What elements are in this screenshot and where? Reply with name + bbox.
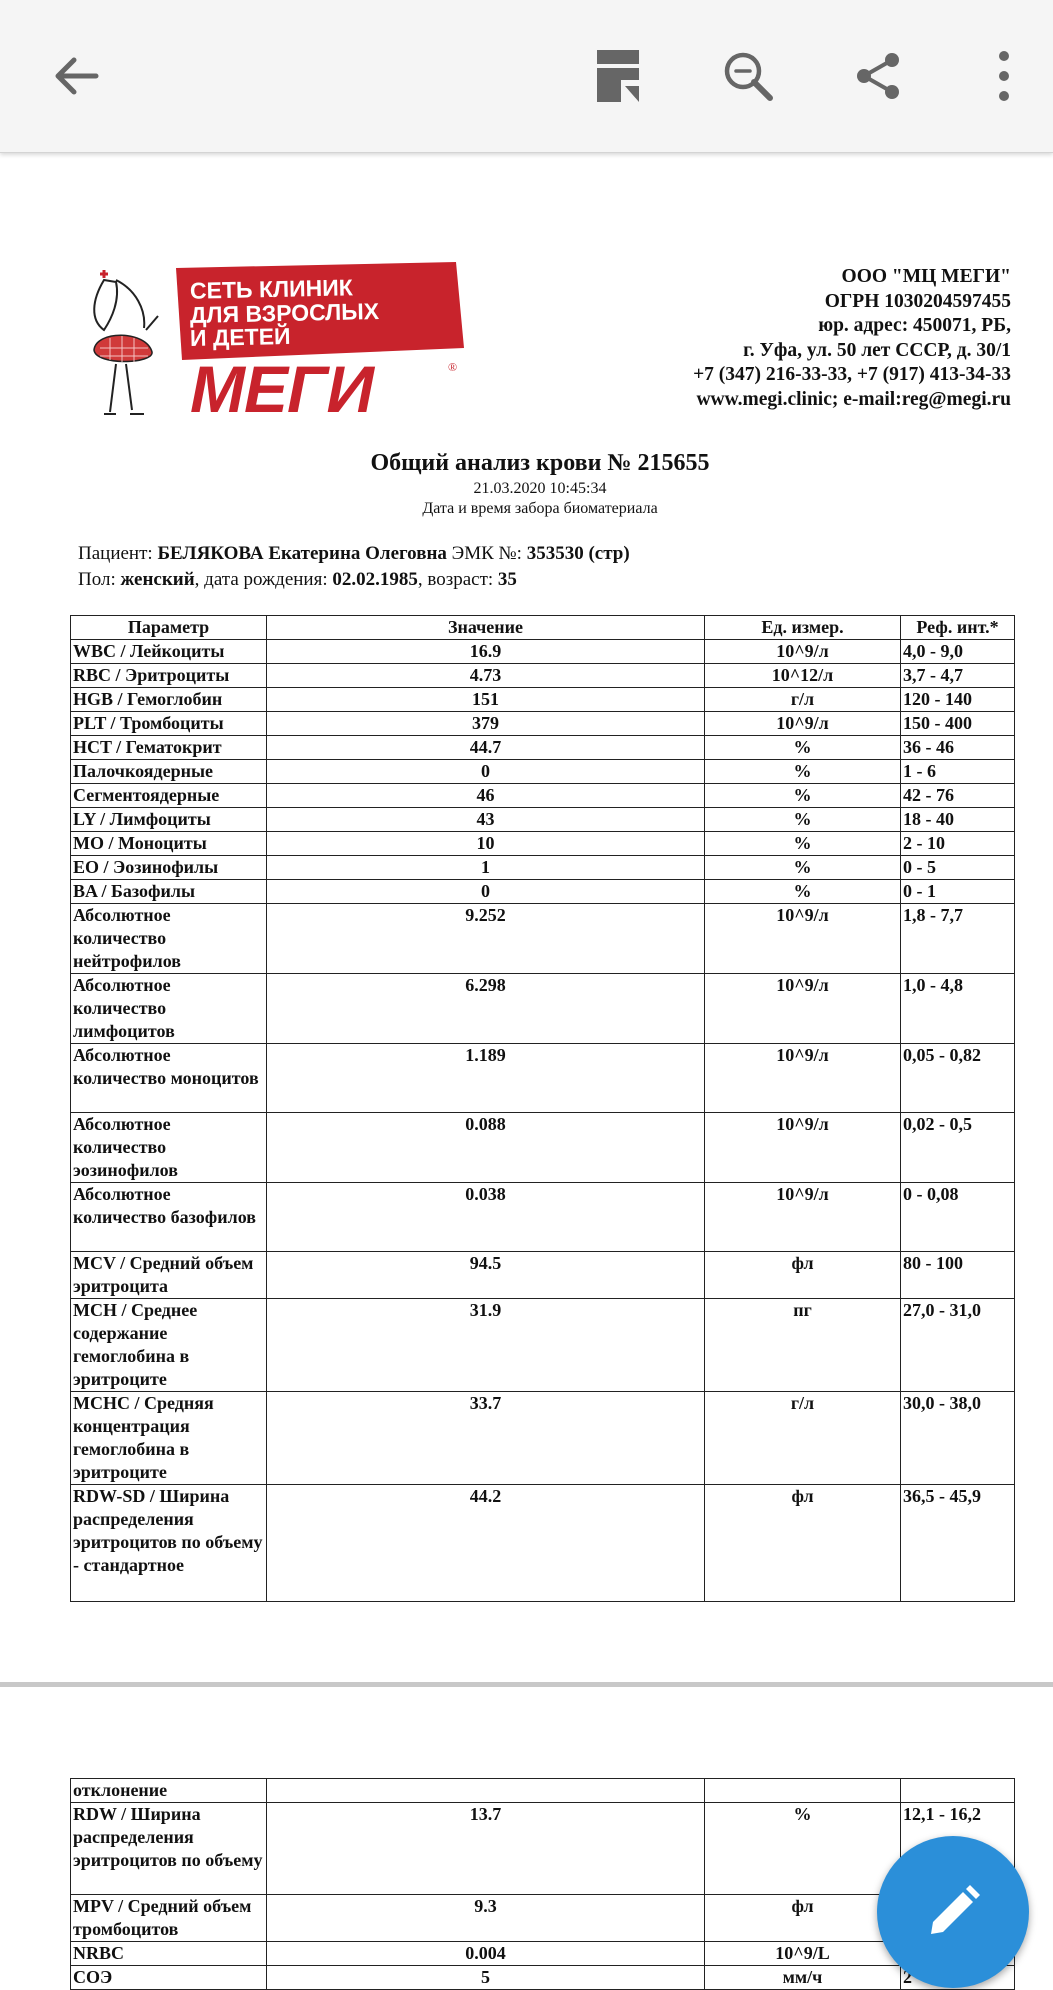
unit-cell: 10^9/л [705,640,901,664]
ref-cell: 150 - 400 [901,712,1015,736]
sampling-datetime-caption: Дата и время забора биоматериала [422,500,658,517]
table-row [71,1803,1015,1895]
param-cell: Абсолютное количество эозинофилов [71,1113,267,1183]
param-cell: Сегментоядерные [71,784,267,808]
share-icon [850,48,906,104]
value-cell: 13.7 [267,1803,705,1895]
arrow-left-icon [48,48,104,104]
value-cell: 6.298 [267,974,705,1044]
ref-cell: 42 - 76 [901,784,1015,808]
table-row [71,1252,1015,1299]
table-row [71,1779,1015,1803]
value-cell: 4.73 [267,664,705,688]
org-address-1: юр. адрес: 450071, РБ, [818,315,1011,336]
zoom-search-icon [720,48,776,104]
value-cell: 9.3 [267,1895,705,1942]
table-row [71,832,1015,856]
unit-cell: 10^9/л [705,904,901,974]
table-row [71,808,1015,832]
table-row [71,880,1015,904]
ref-cell: 120 - 140 [901,688,1015,712]
org-phones: +7 (347) 216-33-33, +7 (917) 413-34-33 [693,364,1011,385]
unit-cell: % [705,832,901,856]
param-cell: отклонение [71,1779,267,1803]
param-cell: Абсолютное количество моноцитов [71,1044,267,1113]
unit-cell: г/л [705,1392,901,1485]
table-row [71,974,1015,1044]
sex-label: Пол: [78,569,116,590]
share-button[interactable] [842,40,914,112]
param-cell: MCH / Среднее содержание гемоглобина в эритроците [71,1299,267,1392]
page-layout-button[interactable] [582,40,654,112]
unit-cell: 10^9/л [705,974,901,1044]
value-cell [267,1779,705,1803]
patient-name: БЕЛЯКОВА Екатерина Олеговна [157,543,447,564]
unit-cell: % [705,1803,901,1895]
unit-cell: 10^12/л [705,664,901,688]
param-cell: HCT / Гематокрит [71,736,267,760]
ref-cell: 1 - 6 [901,760,1015,784]
param-cell: Палочкоядерные [71,760,267,784]
document-page-1 [0,160,1053,1682]
page-layout-icon [593,46,643,106]
emk-label: ЭМК №: [451,543,522,564]
app-toolbar [0,0,1053,153]
unit-cell: % [705,760,901,784]
dob-value: 02.02.1985 [332,569,418,590]
value-cell: 1.189 [267,1044,705,1113]
ref-cell: 36,5 - 45,9 [901,1485,1015,1602]
results-table-continued [70,1778,1015,1990]
param-cell: Абсолютное количество нейтрофилов [71,904,267,974]
org-web: www.megi.clinic; e-mail:reg@megi.ru [696,388,1011,410]
logo-tagline-2: ДЛЯ ВЗРОСЛЫХ [189,298,380,328]
document-title: Общий анализ крови № 215655 [370,450,710,476]
table-row [71,856,1015,880]
ref-cell [901,1779,1015,1803]
table-row [71,1895,1015,1942]
unit-cell [705,1779,901,1803]
unit-cell: мм/ч [705,1966,901,1990]
ref-cell: 18 - 40 [901,808,1015,832]
ref-cell: 80 - 100 [901,1252,1015,1299]
ref-cell: 2 [901,1966,1015,1990]
age-label: возраст: [427,569,494,590]
value-cell: 9.252 [267,904,705,974]
param-cell: LY / Лимфоциты [71,808,267,832]
unit-cell: пг [705,1299,901,1392]
unit-cell: 10^9/L [705,1942,901,1966]
table-row [71,664,1015,688]
sampling-datetime: 21.03.2020 10:45:34 [473,480,607,497]
ref-cell: 0 - 5 [901,856,1015,880]
back-button[interactable] [40,40,112,112]
results-table [70,615,1015,1602]
param-cell: BA / Базофилы [71,880,267,904]
param-cell: RDW / Ширина распределения эритроцитов по объему [71,1803,267,1895]
ref-cell: 2 - 10 [901,832,1015,856]
value-cell: 0.038 [267,1183,705,1252]
value-cell: 43 [267,808,705,832]
page-divider [0,1682,1053,1687]
value-cell: 44.7 [267,736,705,760]
value-cell: 0.088 [267,1113,705,1183]
value-cell: 1 [267,856,705,880]
param-cell: MPV / Средний объем тромбоцитов [71,1895,267,1942]
param-cell: MCV / Средний объем эритроцита [71,1252,267,1299]
logo-registered-mark: ® [448,360,458,374]
org-ogrn: ОГРН 1030204597455 [824,290,1011,312]
param-cell: PLT / Тромбоциты [71,712,267,736]
logo-tagline-1: СЕТЬ КЛИНИК [189,274,354,304]
table-row [71,1113,1015,1183]
ref-cell: 36 - 46 [901,736,1015,760]
header-unit: Ед. измер. [705,616,901,640]
unit-cell: % [705,856,901,880]
param-cell: EO / Эозинофилы [71,856,267,880]
unit-cell: 10^9/л [705,1044,901,1113]
unit-cell: 10^9/л [705,1113,901,1183]
unit-cell: % [705,736,901,760]
value-cell: 94.5 [267,1252,705,1299]
table-row [71,1392,1015,1485]
edit-fab-button[interactable] [877,1836,1029,1988]
dob-label: дата рождения: [204,569,328,590]
patient-line-2: Пол: женский, дата рождения: 02.02.1985, возраст: 35 [78,569,517,590]
param-cell: WBC / Лейкоциты [71,640,267,664]
table-header-row [71,616,1015,640]
value-cell: 46 [267,784,705,808]
param-cell: СОЭ [71,1966,267,1990]
unit-cell: % [705,808,901,832]
ref-cell: 1,0 - 4,8 [901,974,1015,1044]
unit-cell: г/л [705,688,901,712]
search-button[interactable] [712,40,784,112]
table-row [71,1485,1015,1602]
header-param: Параметр [71,616,267,640]
value-cell: 0 [267,760,705,784]
table-row [71,1183,1015,1252]
param-cell: RDW-SD / Ширина распределения эритроцитов по объему - стандартное [71,1485,267,1602]
age-value: 35 [497,569,517,590]
unit-cell: фл [705,1252,901,1299]
ref-cell: 0 - 0,08 [901,1183,1015,1252]
table-row [71,640,1015,664]
ref-cell: 4,0 - 9,0 [901,640,1015,664]
table-row [71,784,1015,808]
table-row [71,688,1015,712]
table-row [71,1966,1015,1990]
header-ref: Реф. инт.* [901,616,1015,640]
value-cell: 10 [267,832,705,856]
clinic-logo [86,260,472,426]
value-cell: 33.7 [267,1392,705,1485]
value-cell: 379 [267,712,705,736]
organization-details [693,265,1011,412]
unit-cell: % [705,784,901,808]
param-cell: Абсолютное количество базофилов [71,1183,267,1252]
table-row [71,1942,1015,1966]
param-cell: NRBC [71,1942,267,1966]
ref-cell: 30,0 - 38,0 [901,1392,1015,1485]
table-row [71,1299,1015,1392]
value-cell: 16.9 [267,640,705,664]
org-address-2: г. Уфа, ул. 50 лет СССР, д. 30/1 [743,339,1011,361]
more-options-button[interactable] [978,40,1030,112]
unit-cell: 10^9/л [705,1183,901,1252]
ref-cell: 3,7 - 4,7 [901,664,1015,688]
ref-cell: 0 - 1 [901,880,1015,904]
emk-number: 353530 (стр) [526,543,630,564]
patient-label: Пациент: [78,543,153,564]
value-cell: 5 [267,1966,705,1990]
table-row [71,760,1015,784]
value-cell: 0 [267,880,705,904]
ref-cell: 0,02 - 0,5 [901,1113,1015,1183]
ref-cell: 27,0 - 31,0 [901,1299,1015,1392]
param-cell: MCHC / Средняя концентрация гемоглобина в эритроците [71,1392,267,1485]
param-cell: HGB / Гемоглобин [71,688,267,712]
param-cell: Абсолютное количество лимфоцитов [71,974,267,1044]
unit-cell: % [705,880,901,904]
value-cell: 0.004 [267,1942,705,1966]
logo-brand: МЕГИ [190,352,373,426]
more-vertical-icon [994,48,1014,104]
value-cell: 31.9 [267,1299,705,1392]
param-cell: MO / Моноциты [71,832,267,856]
table-row [71,904,1015,974]
table-row [71,736,1015,760]
sex-value: женский [120,569,195,590]
org-name: ООО "МЦ МЕГИ" [841,266,1011,287]
table-row [71,712,1015,736]
ref-cell: 12,1 - 16,2 [901,1803,1015,1895]
unit-cell: фл [705,1895,901,1942]
table-row [71,1044,1015,1113]
ref-cell: 0,05 - 0,82 [901,1044,1015,1113]
logo-tagline-3: И ДЕТЕЙ [189,322,291,352]
header-value: Значение [267,616,705,640]
value-cell: 44.2 [267,1485,705,1602]
unit-cell: фл [705,1485,901,1602]
ref-cell: 1,8 - 7,7 [901,904,1015,974]
patient-line-1 [78,543,630,565]
value-cell: 151 [267,688,705,712]
edit-pencil-icon [921,1880,985,1944]
param-cell: RBC / Эритроциты [71,664,267,688]
unit-cell: 10^9/л [705,712,901,736]
